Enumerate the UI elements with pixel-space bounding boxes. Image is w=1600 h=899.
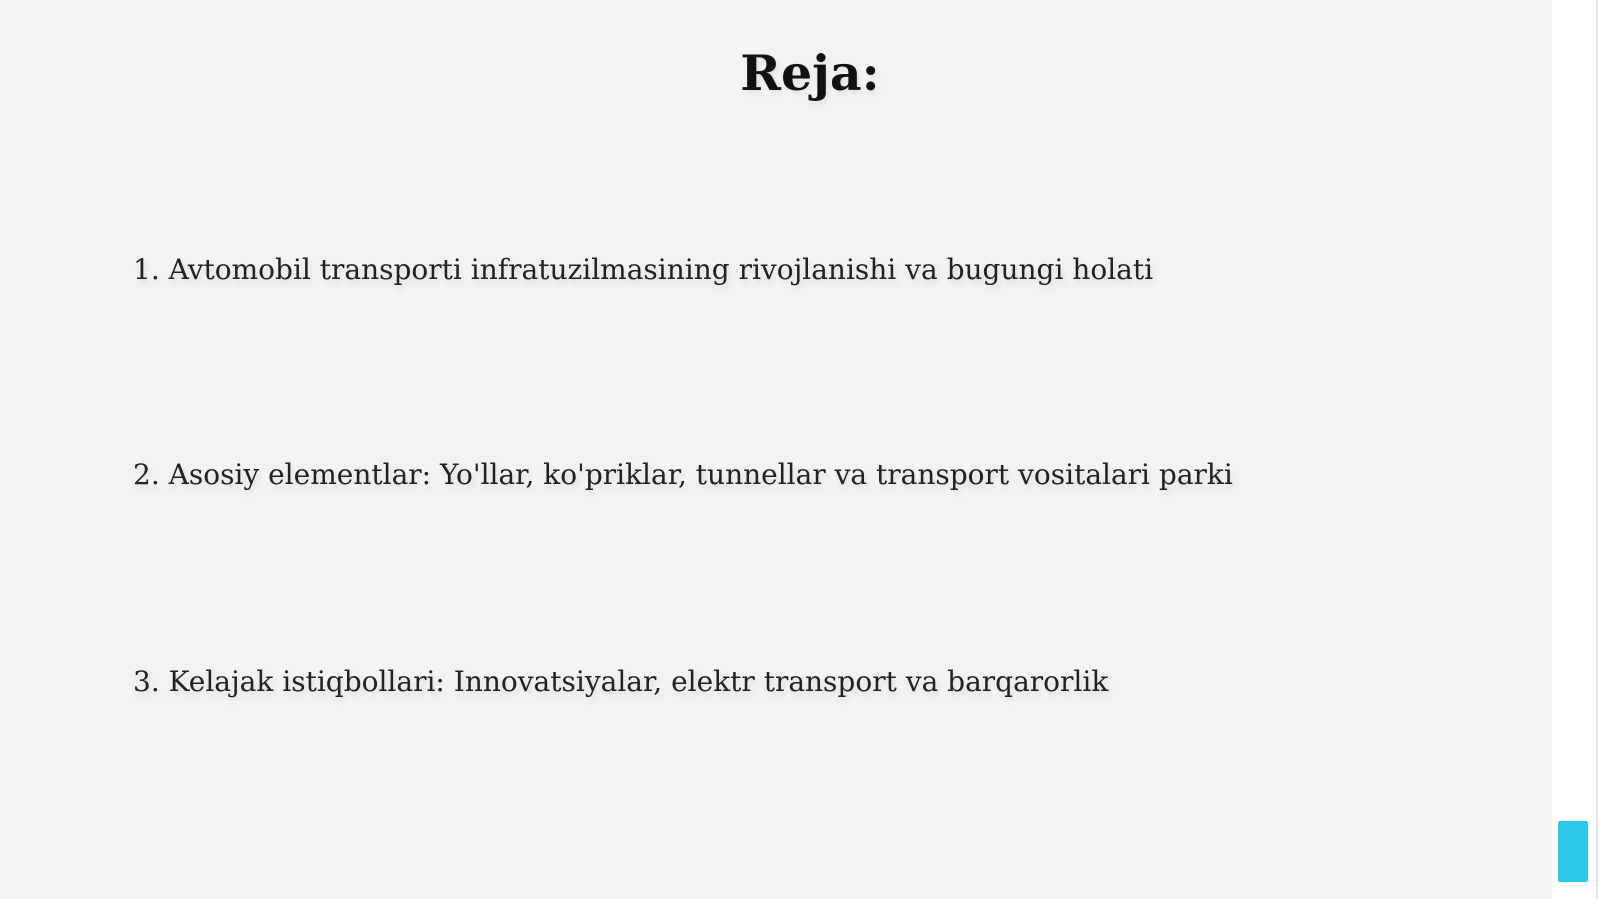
slide-title: Reja: — [740, 44, 880, 102]
scrollbar-track[interactable] — [1552, 0, 1600, 899]
plan-item-1: 1. Avtomobil transporti infratuzilmasining rivojlanishi va bugungi holati — [133, 253, 1154, 286]
scrollbar-thumb[interactable] — [1558, 821, 1588, 882]
window-edge-divider — [1596, 0, 1598, 899]
plan-item-3: 3. Kelajak istiqbollari: Innovatsiyalar, elektr transport va barqarorlik — [133, 665, 1109, 698]
plan-item-2: 2. Asosiy elementlar: Yo'llar, ko'priklar, tunnellar va transport vositalari parki — [133, 458, 1233, 491]
